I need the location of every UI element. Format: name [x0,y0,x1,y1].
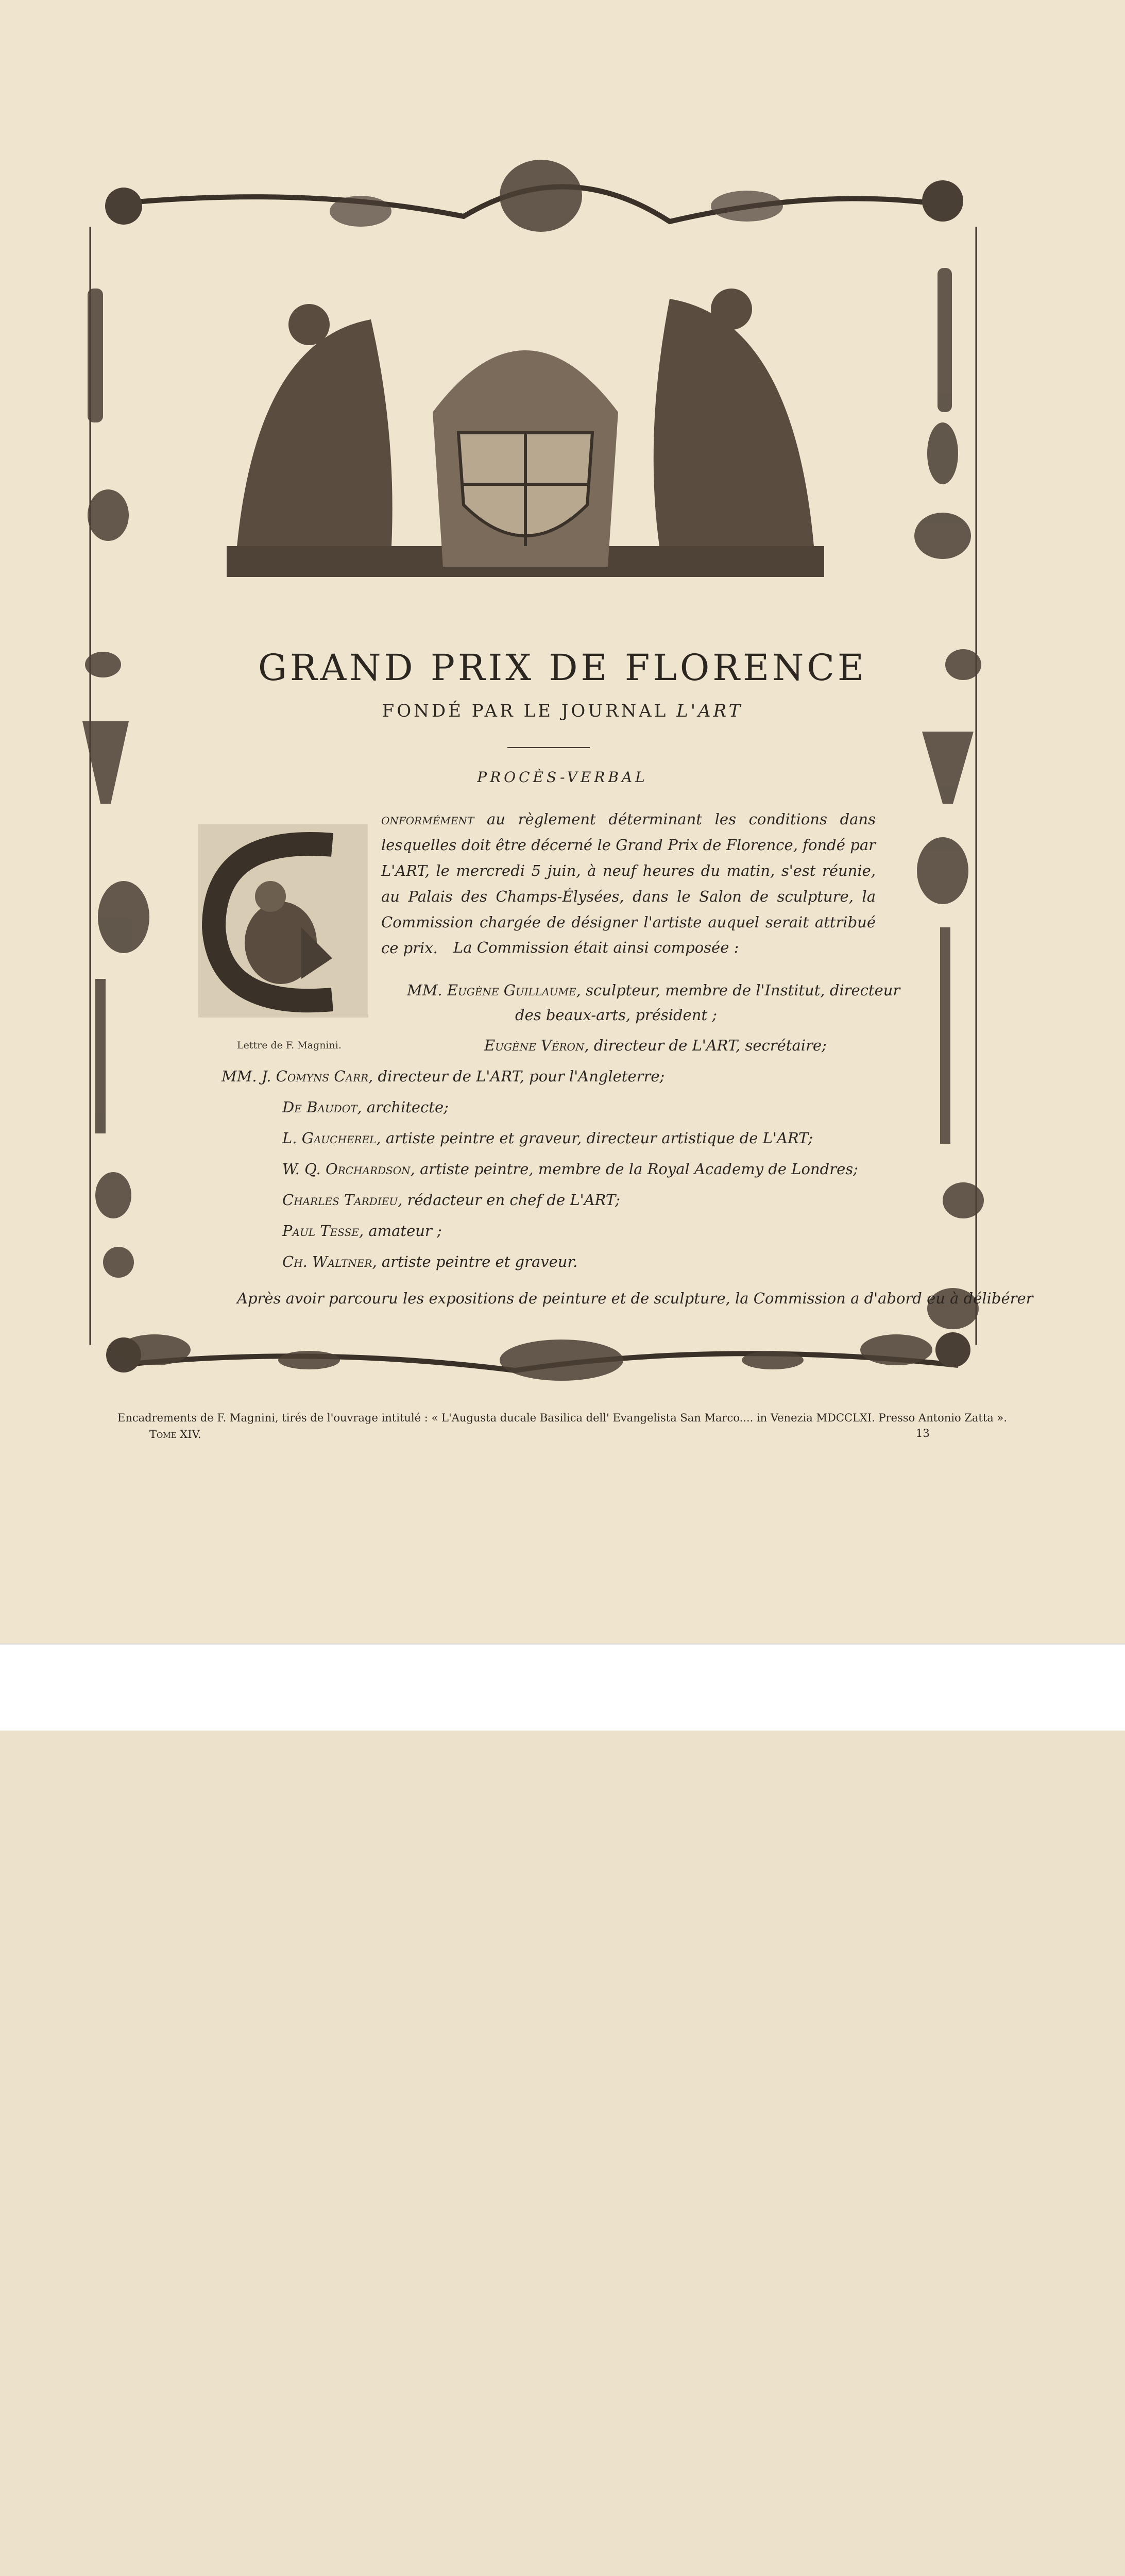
decorated-initial-c [198,824,368,1018]
member-line: Paul Tesse, amateur ; [282,1222,442,1240]
member-line: Charles Tardieu, rédacteur en chef de L'ART; [282,1191,620,1209]
paragraph-body: au règlement déterminant les conditions dans lesquelles doit être décerné le Grand Prix de Florence, fondé par L'ART, le mercredi 5 juin, à neuf heures du matin, s'est réunie, au Palais des Champs-Élysées, dans le Salon de sculpture, la Commission chargée de désigner l'artiste auquel serait attribué ce prix. [381,810,876,957]
initial-caption: Lettre de F. Magnini. [237,1040,342,1051]
title-divider [507,747,590,748]
member-line: MM. Eugène Guillaume, sculpteur, membre de l'Institut, directeur [407,981,900,999]
commission-intro: La Commission était ainsi composée : [453,939,739,956]
paragraph-first-word: onformément [381,810,474,828]
member-line: L. Gaucherel, artiste peintre et graveur, directeur artistique de L'ART; [282,1129,813,1147]
closing-line: Après avoir parcouru les expositions de peinture et de sculpture, la Commission a d'abord eu à délibérer [237,1290,1033,1307]
member-line: Ch. Waltner, artiste peintre et graveur. [282,1253,578,1270]
member-line: De Baudot, architecte; [282,1098,449,1116]
tome-label: Tome XIV. [149,1428,201,1440]
section-heading: PROCÈS-VERBAL [477,769,648,786]
opening-paragraph [381,806,876,961]
digitization-bar [0,1643,1125,1731]
member-line: W. Q. Orchardson, artiste peintre, membre de la Royal Academy de Londres; [282,1160,858,1178]
subtitle-prefix: FONDÉ PAR LE JOURNAL [382,701,669,721]
page-subtitle [0,701,1125,721]
member-line: Eugène Véron, directeur de L'ART, secrétaire; [484,1037,827,1054]
coat-of-arms-vignette [216,278,834,592]
page-title: GRAND PRIX DE FLORENCE [258,647,867,689]
engraving-credit: Encadrements de F. Magnini, tirés de l'ouvrage intitulé : « L'Augusta ducale Basilica dell' Evangelista San Marco.... in Venezia MDCCLXI. Presso Antonio Zatta ». [117,1412,1008,1424]
page-number: 13 [916,1427,930,1439]
member-line: MM. J. Comyns Carr, directeur de L'ART, pour l'Angleterre; [221,1067,665,1085]
member-line: des beaux-arts, président ; [515,1006,718,1024]
subtitle-journal: L'ART [676,701,743,721]
